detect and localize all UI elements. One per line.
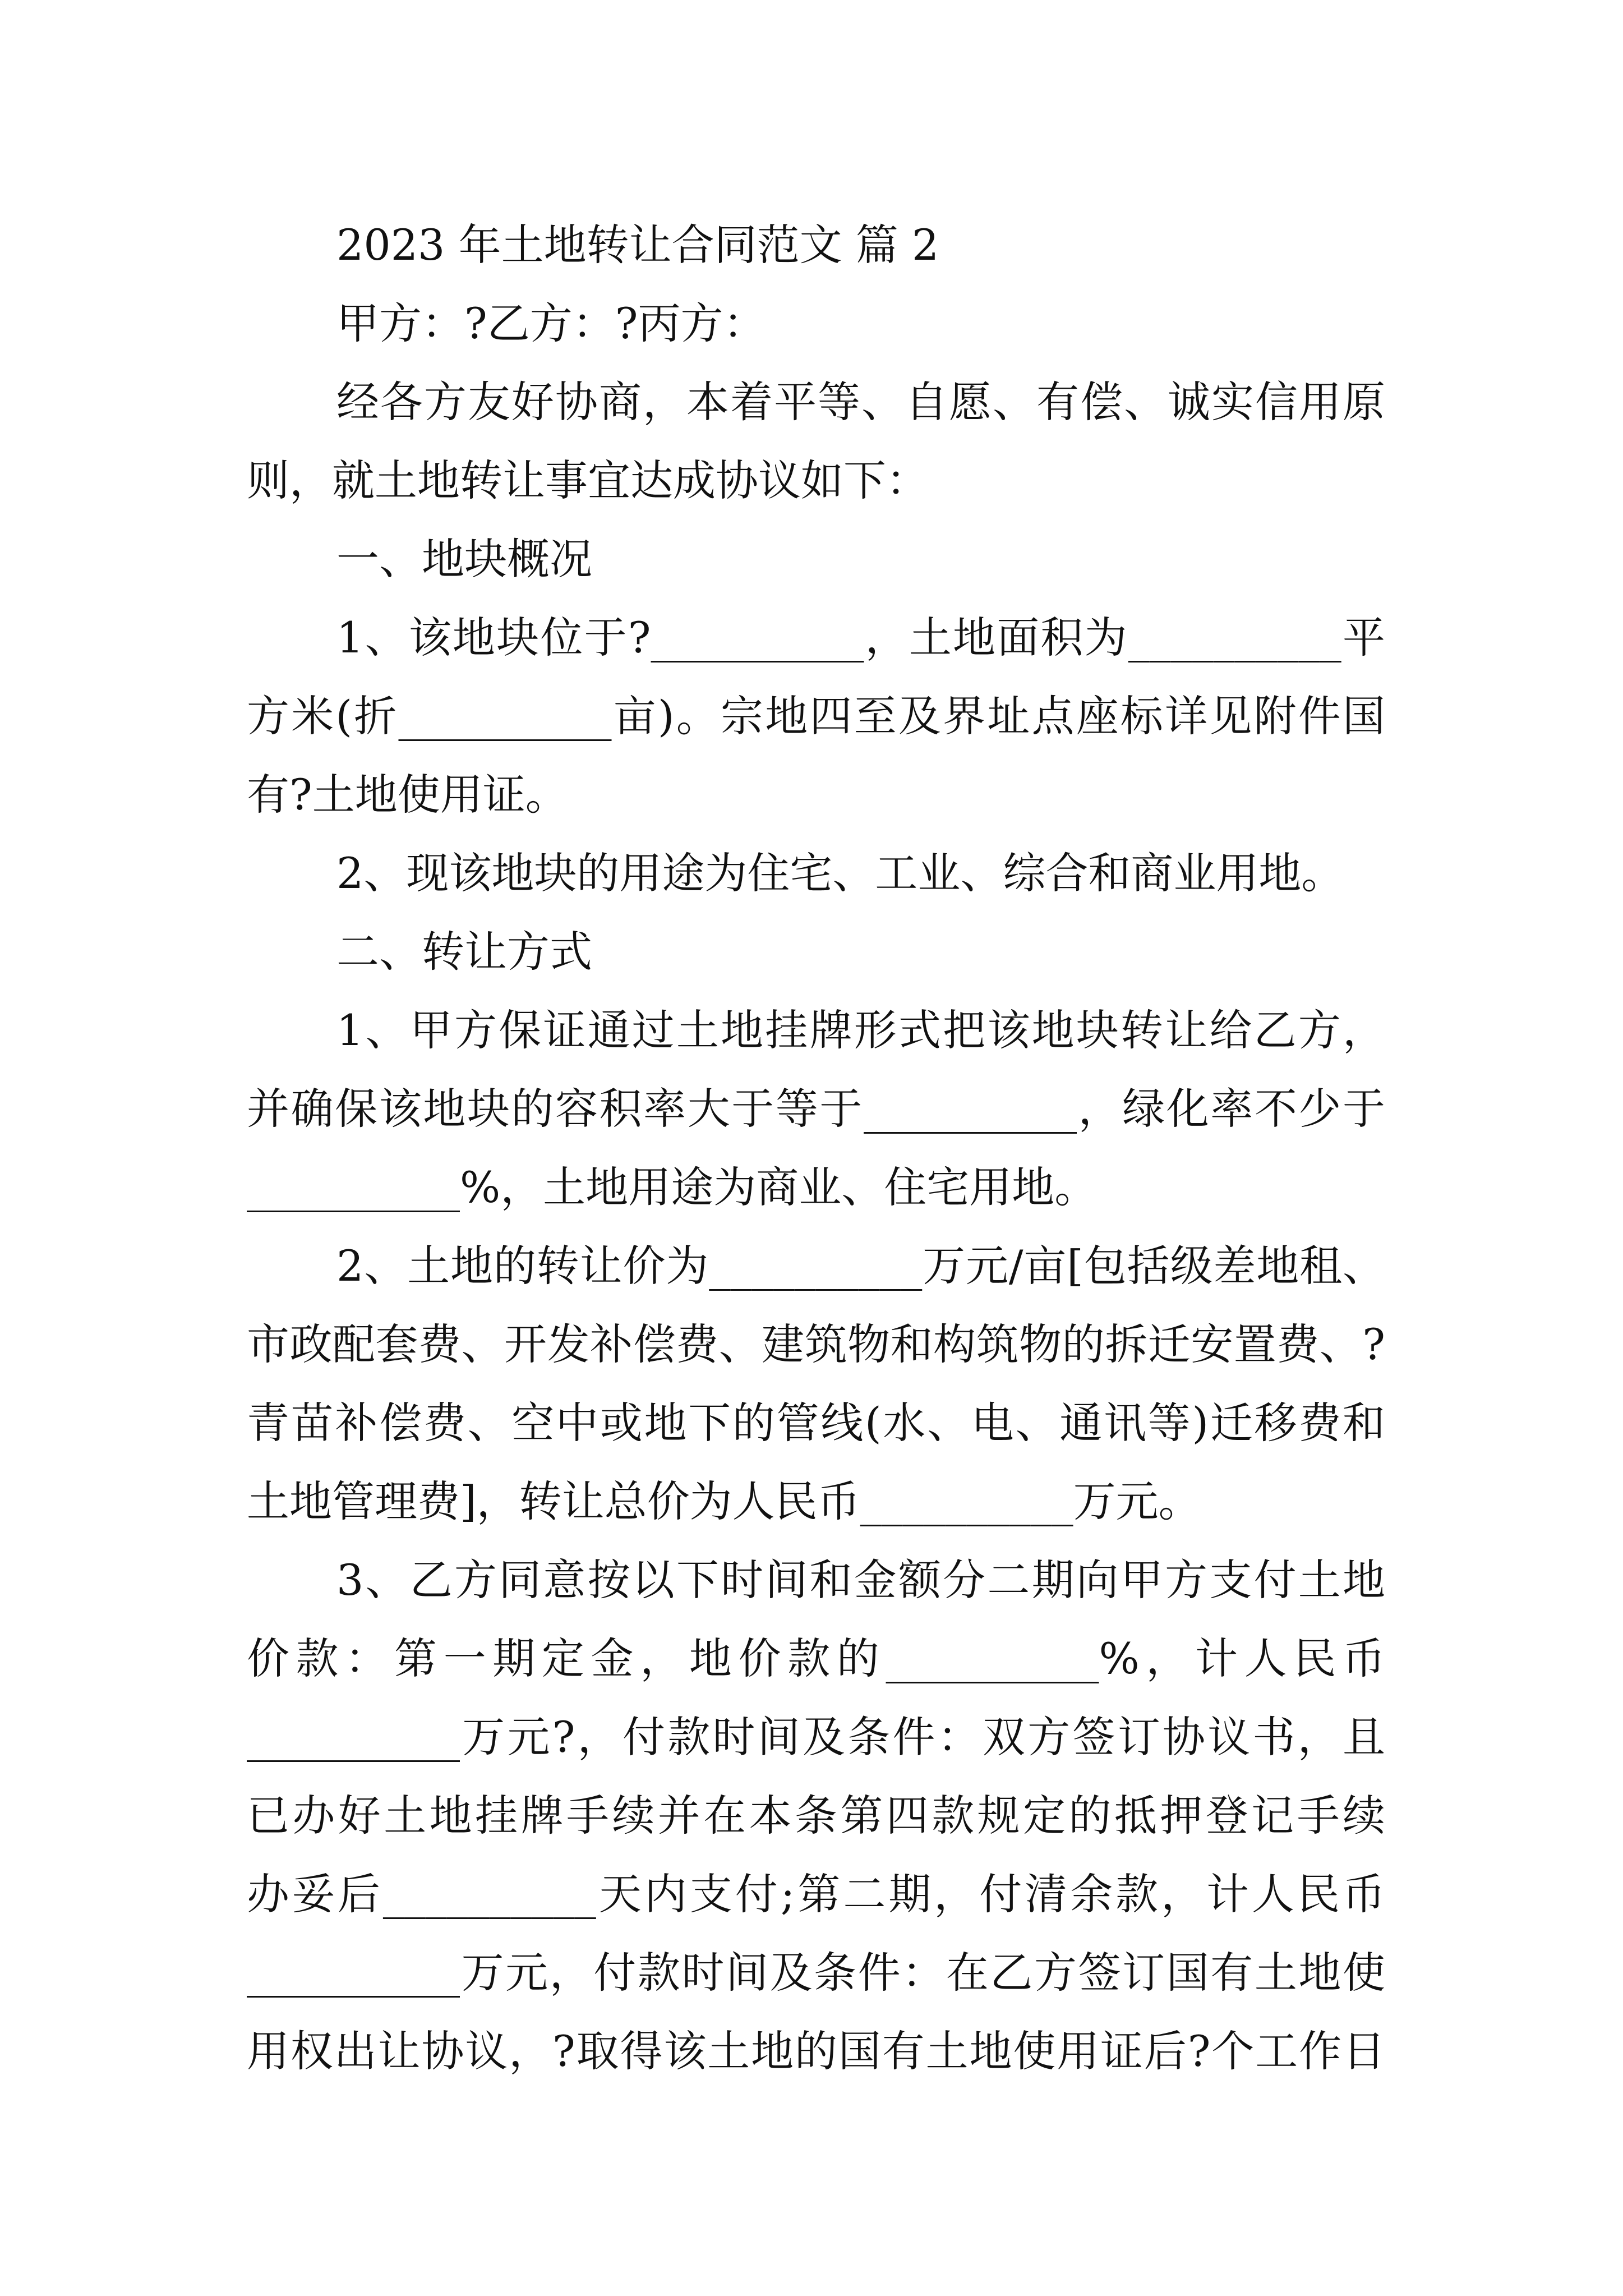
paragraph-line: 青苗补偿费、空中或地下的管线(水、电、通讯等)迁移费和 <box>247 1398 1385 1448</box>
paragraph-line: __________万元?，付款时间及条件：双方签订协议书，且 <box>247 1712 1385 1762</box>
paragraph-line: 办妥后__________天内支付;第二期，付清余款，计人民币 <box>247 1869 1385 1919</box>
section-heading: 一、地块概况 <box>336 534 592 584</box>
paragraph-line: 用权出让协议，?取得该土地的国有土地使用证后?个工作日 <box>247 2026 1385 2076</box>
paragraph-line: 2、土地的转让价为__________万元/亩[包括级差地租、 <box>336 1241 1385 1291</box>
paragraph-line: 市政配套费、开发补偿费、建筑物和构筑物的拆迁安置费、? <box>247 1319 1385 1369</box>
paragraph-line: 方米(折__________亩)。宗地四至及界址点座标详见附件国 <box>247 691 1385 741</box>
paragraph-line: 已办好土地挂牌手续并在本条第四款规定的抵押登记手续 <box>247 1791 1385 1841</box>
document-title: 2023 年土地转让合同范文 篇 2 <box>336 220 939 270</box>
paragraph-line: __________万元，付款时间及条件：在乙方签订国有土地使 <box>247 1948 1385 1998</box>
paragraph-line: 则，就土地转让事宜达成协议如下： <box>247 455 929 505</box>
paragraph-line: 土地管理费]，转让总价为人民币__________万元。 <box>247 1476 1201 1526</box>
paragraph-line: 2、现该地块的用途为住宅、工业、综合和商业用地。 <box>336 848 1344 898</box>
paragraph-line: 1、该地块位于?__________，土地面积为__________平 <box>336 613 1385 662</box>
paragraph-line: 1、甲方保证通过土地挂牌形式把该地块转让给乙方， <box>336 1005 1385 1055</box>
paragraph-line: 价款：第一期定金，地价款的__________%，计人民币 <box>247 1634 1385 1683</box>
parties-line: 甲方：?乙方：?丙方： <box>336 298 766 348</box>
paragraph-line: 3、乙方同意按以下时间和金额分二期向甲方支付土地 <box>336 1555 1385 1605</box>
paragraph-line: 并确保该地块的容积率大于等于__________，绿化率不少于 <box>247 1084 1385 1134</box>
paragraph-line: 有?土地使用证。 <box>247 770 568 820</box>
paragraph-line: 经各方友好协商，本着平等、自愿、有偿、诚实信用原 <box>336 377 1385 427</box>
section-heading: 二、转让方式 <box>336 927 592 977</box>
paragraph-line: __________%，土地用途为商业、住宅用地。 <box>247 1162 1098 1212</box>
